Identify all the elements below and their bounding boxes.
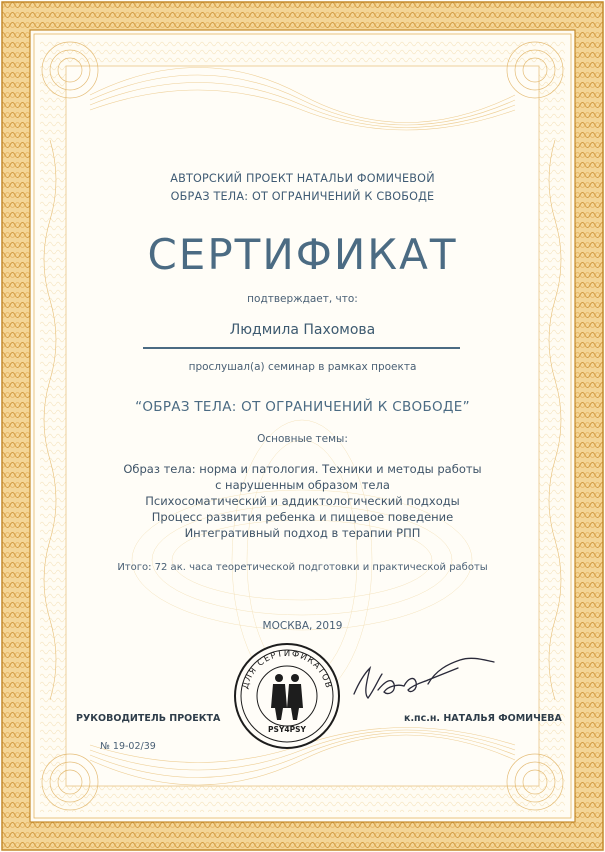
certificate-title: СЕРТИФИКАТ [147, 230, 458, 279]
topic-item: с нарушенным образом тела [215, 478, 390, 492]
topic-item: Процесс развития ребенка и пищевое поведение [151, 510, 454, 524]
topic-item: Интегративный подход в терапии РПП [184, 526, 421, 540]
certificate-number: № 19-02/39 [100, 741, 156, 752]
signature-image [348, 650, 498, 710]
confirms-text: подтверждает, что: [247, 293, 358, 305]
seminar-title: “ОБРАЗ ТЕЛА: ОТ ОГРАНИЧЕНИЙ К СВОБОДЕ” [135, 399, 470, 415]
topics-heading: Основные темы: [257, 433, 348, 445]
topic-item: Психосоматический и аддиктологический подходы [145, 494, 460, 508]
signatory-name: к.пс.н. НАТАЛЬЯ ФОМИЧЕВА [404, 713, 562, 724]
project-author-line: АВТОРСКИЙ ПРОЕКТ НАТАЛЬИ ФОМИЧЕВОЙ [170, 172, 435, 185]
project-name-line: ОБРАЗ ТЕЛА: ОТ ОГРАНИЧЕНИЙ К СВОБОДЕ [170, 190, 435, 203]
topics-list [0, 461, 605, 541]
recipient-name: Людмила Пахомова [229, 322, 376, 338]
topic-item: Образ тела: норма и патология. Техники и методы работы [123, 462, 482, 476]
total-hours: Итого: 72 ак. часа теоретической подготовки и практической работы [117, 562, 488, 573]
recipient-underline [143, 347, 460, 349]
stamp-top-text: ДЛЯ СЕРТИФИКАТОВ [240, 648, 334, 691]
stamp-seal [233, 642, 341, 750]
attended-text: прослушал(а) семинар в рамках проекта [188, 361, 417, 373]
stamp-center-text: PSY4PSY [268, 725, 306, 734]
place-date: МОСКВА, 2019 [262, 620, 343, 632]
project-head-label: РУКОВОДИТЕЛЬ ПРОЕКТА [76, 713, 221, 724]
